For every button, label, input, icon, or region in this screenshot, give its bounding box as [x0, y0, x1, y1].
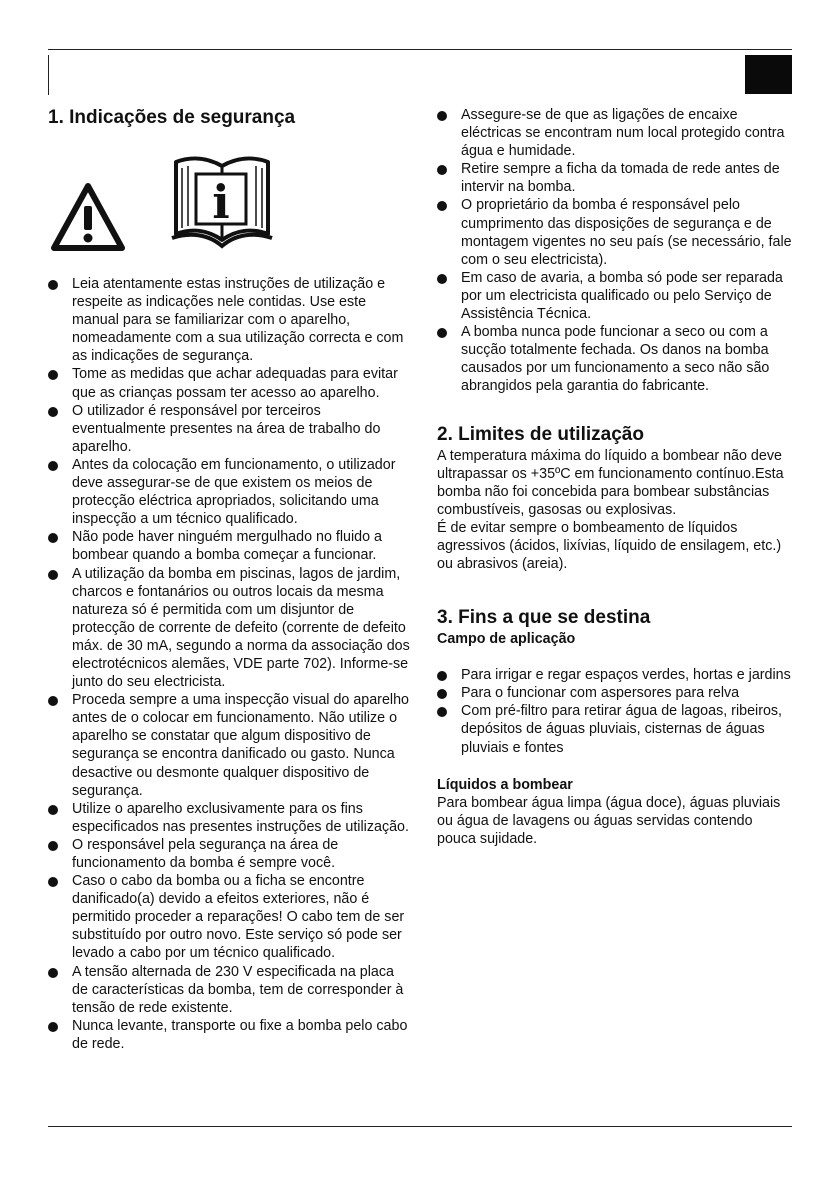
- list-item: A utilização da bomba em piscinas, lagos de jardim, charcos e fontanários ou outros locais da mesma natureza só é permitida com um disjuntor de protecção de corrente de defeito (corrente de defeito máx. de 30 mA, segundo a norma da associação dos electrotécnicos alemães, VDE parte 702). Informe-se junto do seu electricista.: [48, 565, 410, 692]
- section-1-heading: 1. Indicações de segurança: [48, 107, 296, 128]
- list-item: O proprietário da bomba é responsável pelo cumprimento das disposições de segurança e de montagem vigentes no seu país (se necessário, fale com o seu electricista).: [437, 196, 795, 268]
- list-item: Não pode haver ninguém mergulhado no fluido a bombear quando a bomba começar a funcionar.: [48, 528, 410, 564]
- list-item: Para irrigar e regar espaços verdes, hortas e jardins: [437, 666, 795, 684]
- warning-triangle-icon: [50, 182, 126, 252]
- list-item: O responsável pela segurança na área de funcionamento da bomba é sempre você.: [48, 836, 410, 872]
- section-2-heading: 2. Limites de utilização: [437, 423, 644, 445]
- bullet-icon: [48, 877, 58, 887]
- bullet-icon: [48, 841, 58, 851]
- bullet-icon: [48, 533, 58, 543]
- safety-icons: [48, 144, 410, 248]
- bullet-icon: [48, 696, 58, 706]
- bullet-icon: [437, 111, 447, 121]
- header-side-rule: [48, 55, 49, 95]
- bullet-icon: [48, 407, 58, 417]
- application-list: [437, 666, 795, 756]
- list-item: A bomba nunca pode funcionar a seco ou com a sucção totalmente fechada. Os danos na bomba causados por um funcionamento a seco não são abrangidos pela garantia do fabricante.: [437, 323, 795, 395]
- bullet-icon: [437, 671, 447, 681]
- list-item: Com pré-filtro para retirar água de lagoas, ribeiros, depósitos de águas pluviais, cisternas de águas pluviais e fontes: [437, 702, 795, 756]
- liquids-text: Para bombear água limpa (água doce), águas pluviais ou água de lavagens ou águas servidas contendo pouca sujidade.: [437, 794, 781, 847]
- list-item: Nunca levante, transporte ou fixe a bomba pelo cabo de rede.: [48, 1017, 410, 1053]
- list-item: Antes da colocação em funcionamento, o utilizador deve assegurar-se de que existem os meios de protecção eléctrica apropriados, solicitando uma inspecção a um técnico qualificado.: [48, 456, 410, 528]
- section-3-heading: 3. Fins a que se destina: [437, 607, 651, 629]
- footer-rule: [48, 1126, 792, 1127]
- right-column: [437, 106, 795, 848]
- bullet-icon: [437, 707, 447, 717]
- list-item: Tome as medidas que achar adequadas para evitar que as crianças possam ter acesso ao aparelho.: [48, 365, 410, 401]
- bullet-icon: [48, 968, 58, 978]
- info-glyph: i: [212, 175, 230, 229]
- list-item: Assegure-se de que as ligações de encaixe eléctricas se encontram num local protegido contra água e humidade.: [437, 106, 795, 160]
- bullet-icon: [437, 328, 447, 338]
- manual-info-icon: [170, 152, 274, 252]
- list-item: Em caso de avaria, a bomba só pode ser reparada por um electricista qualificado ou pelo Serviço de Assistência Técnica.: [437, 269, 795, 323]
- bullet-icon: [437, 165, 447, 175]
- bullet-icon: [48, 805, 58, 815]
- bullet-icon: [48, 370, 58, 380]
- safety-list-right: [437, 106, 795, 396]
- bullet-icon: [48, 280, 58, 290]
- list-item: O utilizador é responsável por terceiros eventualmente presentes na área de trabalho do aparelho.: [48, 402, 410, 456]
- list-item: Leia atentamente estas instruções de utilização e respeite as indicações nele contidas. Use este manual para se familiarizar com o aparelho, nomeadamente com a sua utilização correcta e com as indicações de segurança.: [48, 275, 410, 365]
- liquids-block: [437, 776, 795, 848]
- list-item: Retire sempre a ficha da tomada de rede antes de intervir na bomba.: [437, 160, 795, 196]
- section-3: [437, 606, 795, 848]
- list-item: Proceda sempre a uma inspecção visual do aparelho antes de o colocar em funcionamento. Não utilize o aparelho se constatar que algum dispositivo de segurança se encontra danificado ou gasto. Nunca desactive ou desmonte qualquer dispositivo de segurança.: [48, 691, 410, 800]
- section-2-paragraph: A temperatura máxima do líquido a bombear não deve ultrapassar os +35ºC em funcionamento contínuo.Esta bomba não foi concebida para bombear substâncias combustíveis, gasosas ou explosivas.: [437, 447, 784, 518]
- list-item: A tensão alternada de 230 V especificada na placa de características da bomba, tem de corresponder à tensão de rede existente.: [48, 963, 410, 1017]
- list-item: Caso o cabo da bomba ou a ficha se encontre danificado(a) devido a efeitos exteriores, não é permitido proceder a reparações! O cabo tem de ser substituído por outro novo. Este serviço só pode ser levado a cabo por um técnico qualificado.: [48, 872, 410, 962]
- bullet-icon: [48, 461, 58, 471]
- bullet-icon: [48, 570, 58, 580]
- liquids-heading: Líquidos a bombear: [437, 776, 573, 793]
- left-column: [48, 106, 410, 1053]
- bullet-icon: [437, 689, 447, 699]
- list-item: Para o funcionar com aspersores para relva: [437, 684, 795, 702]
- bullet-icon: [437, 201, 447, 211]
- bullet-icon: [48, 1022, 58, 1032]
- section-2-paragraph: É de evitar sempre o bombeamento de líquidos agressivos (ácidos, lixívias, líquido de ensilagem, etc.) ou abrasivos (areia).: [437, 519, 782, 573]
- language-tab-marker: [745, 55, 792, 94]
- section-2: [437, 423, 795, 574]
- safety-list-left: [48, 275, 410, 1053]
- application-subheading: Campo de aplicação: [437, 631, 576, 648]
- header-rule: [48, 49, 792, 50]
- bullet-icon: [437, 274, 447, 284]
- list-item: Utilize o aparelho exclusivamente para os fins especificados nas presentes instruções de utilização.: [48, 800, 410, 836]
